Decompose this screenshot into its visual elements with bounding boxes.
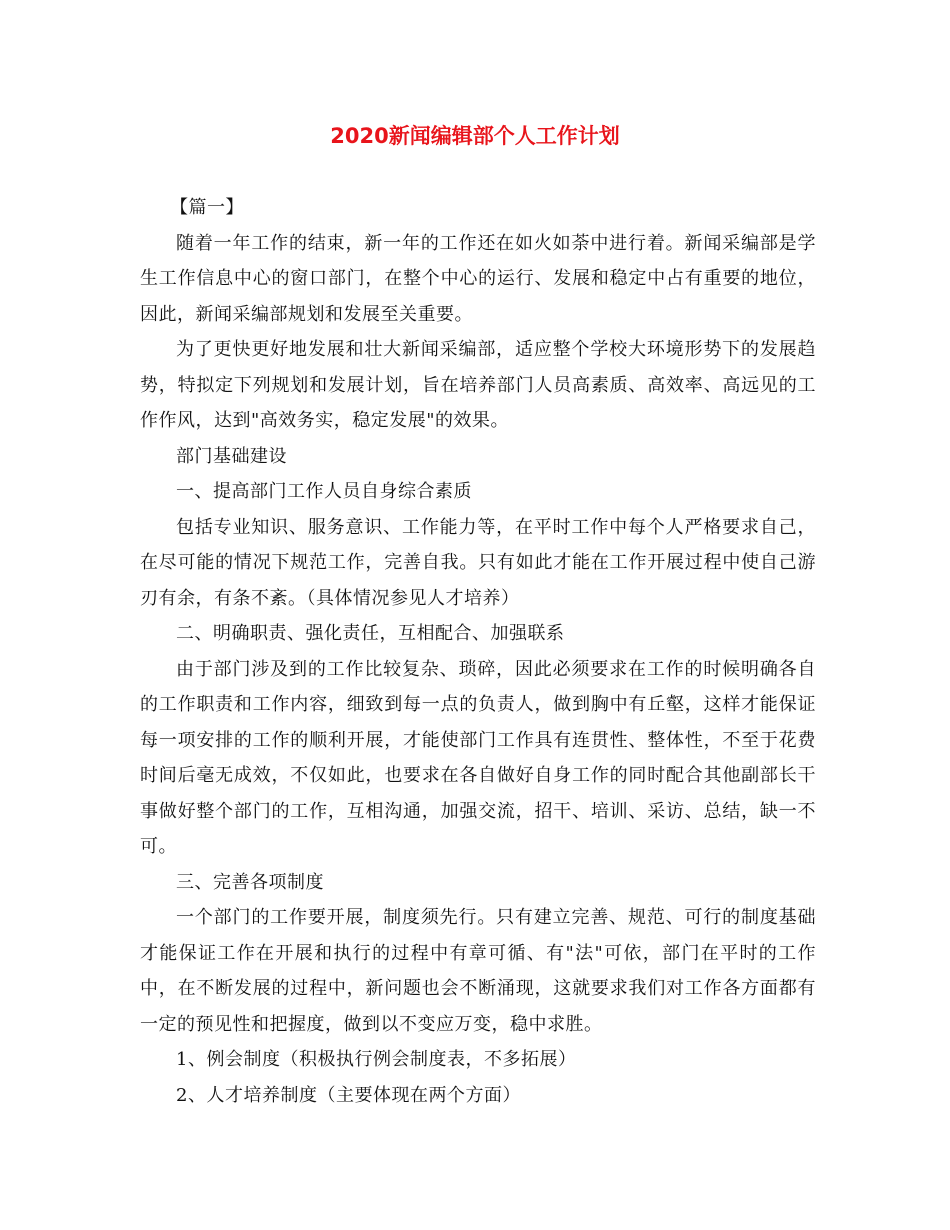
paragraph-subheading-3: 一个部门的工作要开展，制度须先行。只有建立完善、规范、可行的制度基础才能保证工作在开展和执行的过程中有章可循、有"法"可依，部门在平时的工作中，在不断发展的过程中，新问题也会不断涌现，这就要求我们对工作各方面都有一定的预见性和把握度，做到以不变应万变，稳中求胜。 bbox=[140, 907, 816, 1035]
section-heading-pian-yi: 【篇一】 bbox=[170, 197, 244, 218]
paragraph-purpose: 为了更快更好地发展和壮大新闻采编部，适应整个学校大环境形势下的发展趋势，特拟定下列规划和发展计划，旨在培养部门人员高素质、高效率、高远见的工作作风，达到"高效务实，稳定发展"的效果。 bbox=[140, 339, 816, 431]
list-item-1: 1、例会制度（积极执行例会制度表，不多拓展） bbox=[176, 1049, 577, 1070]
subheading-3: 三、完善各项制度 bbox=[176, 871, 324, 893]
paragraph-subheading-1: 包括专业知识、服务意识、工作能力等，在平时工作中每个人严格要求自己，在尽可能的情况下规范工作，完善自我。只有如此才能在工作开展过程中使自己游刃有余，有条不紊。（具体情况参见人才培养） bbox=[140, 516, 816, 609]
subheading-2: 二、明确职责、强化责任，互相配合、加强联系 bbox=[176, 623, 565, 644]
list-item-2: 2、人才培养制度（主要体现在两个方面） bbox=[176, 1084, 521, 1106]
section-heading-basic-construction: 部门基础建设 bbox=[176, 445, 287, 467]
document-body bbox=[140, 190, 816, 1113]
paragraph-intro: 随着一年工作的结束，新一年的工作还在如火如荼中进行着。新闻采编部是学生工作信息中心的窗口部门，在整个中心的运行、发展和稳定中占有重要的地位，因此，新闻采编部规划和发展至关重要。 bbox=[140, 232, 816, 325]
subheading-1: 一、提高部门工作人员自身综合素质 bbox=[176, 481, 472, 502]
document-title: 2020新闻编辑部个人工作计划 bbox=[330, 124, 620, 148]
paragraph-subheading-2: 由于部门涉及到的工作比较复杂、琐碎，因此必须要求在工作的时候明确各自的工作职责和工作内容，细致到每一点的负责人，做到胸中有丘壑，这样才能保证每一项安排的工作的顺利开展，才能使部门工作具有连贯性、整体性，不至于花费时间后毫无成效，不仅如此，也要求在各自做好自身工作的同时配合其他副部长干事做好整个部门的工作，互相沟通，加强交流，招干、培训、采访、总结，缺一不可。 bbox=[140, 658, 816, 857]
